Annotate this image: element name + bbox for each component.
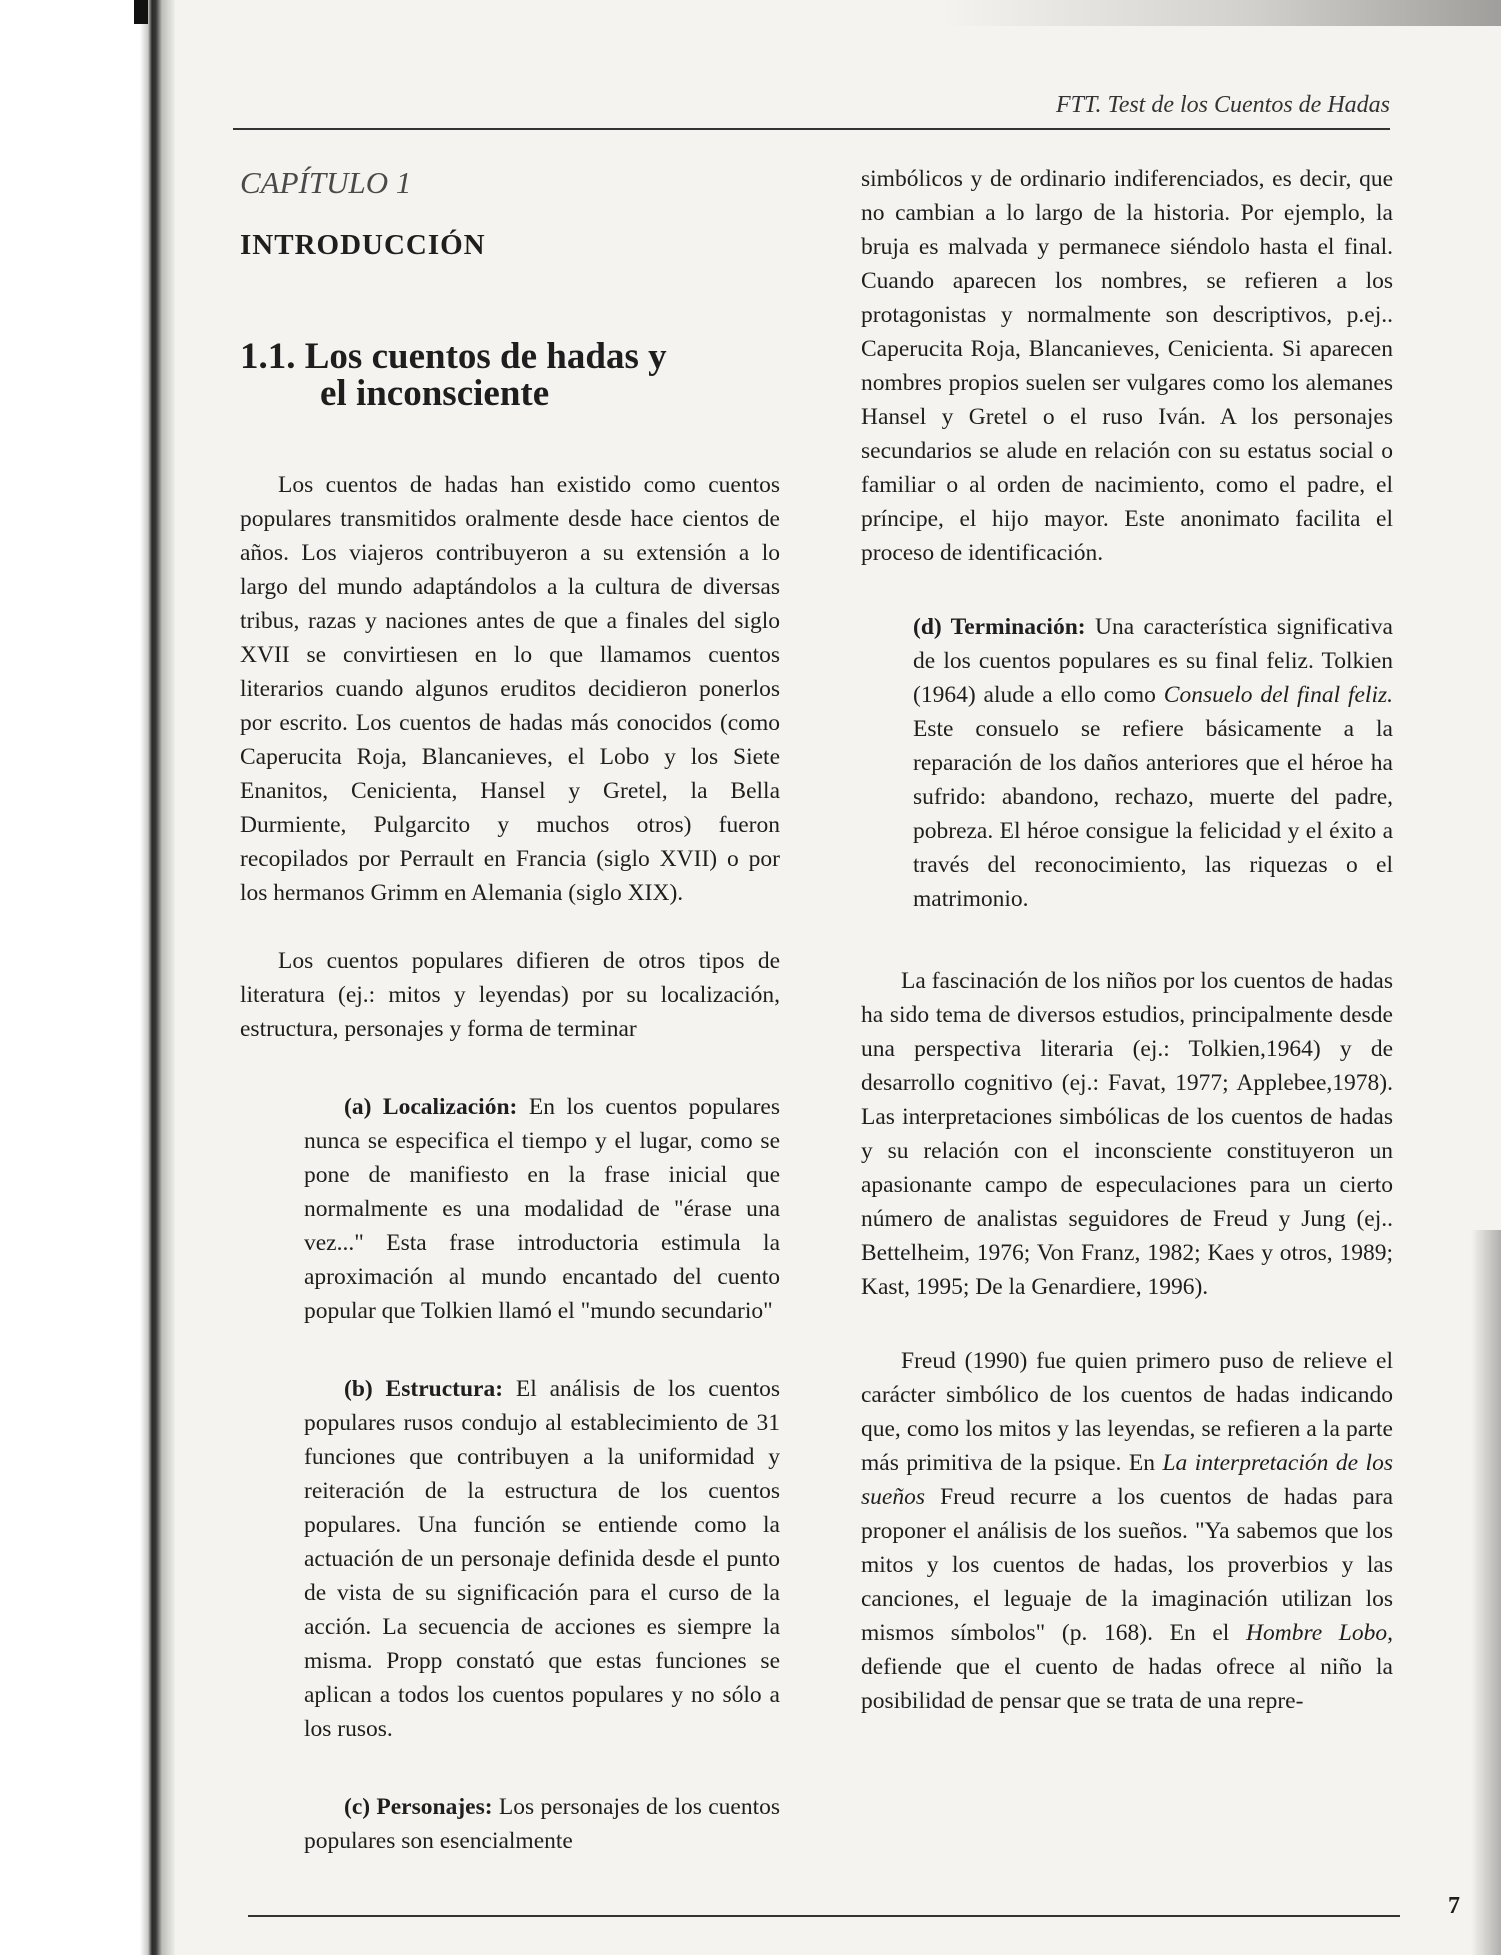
item-text: En los cuentos populares nunca se especifica el tiempo y el lugar, como se pone de manifiesto en la frase inicial que normalmente es una modalidad de "érase una vez..." Esta frase introductoria estimula la aproximación al mundo encantado del cuento popular que Tolkien llamó el "mundo secundario" xyxy=(304,1094,780,1324)
item-personajes xyxy=(304,1790,780,1858)
section-title-line-2: el inconsciente xyxy=(320,373,550,414)
section-title xyxy=(240,338,780,412)
binding-mark xyxy=(134,0,148,24)
item-text: El análisis de los cuentos populares rusos condujo al establecimiento de 31 funciones que contribuyen a la uniformidad y reiteración de la estructura de los cuentos populares. Una función se entiende como la actuación de un personaje definida desde el punto de vista de su significación para el curso de la acción. La secuencia de acciones es siempre la misma. Propp constató que estas funciones se aplican a todos los cuentos populares y no sólo a los rusos. xyxy=(304,1376,781,1742)
item-localizacion xyxy=(304,1090,780,1328)
paragraph-text: Freud recurre a los cuentos de hadas para proponer el análisis de los sueños. "Ya sabemos que los mitos y los cuentos de hadas, los proverbios y las canciones, el leguaje de la imaginación utilizan los mismos símbolos" (p. 168). En el xyxy=(861,1484,1394,1646)
paragraph-freud xyxy=(861,1344,1393,1718)
left-column xyxy=(240,162,780,1858)
scan-shadow-top xyxy=(941,0,1501,26)
header-rule xyxy=(233,128,1390,130)
paragraph-text: defiende que el cuento de hadas ofrece al niño la posibilidad de pensar que se trata de una repre- xyxy=(861,1654,1393,1714)
section-title-line-1: 1.1. Los cuentos de hadas y xyxy=(240,336,667,377)
item-label: (b) Estructura: xyxy=(344,1376,504,1402)
paragraph-personajes-cont: simbólicos y de ordinario indiferenciados, es decir, que no cambian a lo largo de la historia. Por ejemplo, la bruja es malvada y permanece siéndolo hasta el final. Cuando aparecen los nombres, se refieren a los protagonistas y normalmente son descriptivos, p.ej.. Caperucita Roja, Blancanieves, Cenicienta. Si aparecen nombres propios suelen ser vulgares como los alemanes Hansel y Gretel o el ruso Iván. A los personajes secundarios se alude en relación con su estatus social o familiar o al orden de nacimiento, como el padre, el príncipe, el hijo mayor. Este anonimato facilita el proceso de identificación. xyxy=(861,166,1393,566)
running-header: FTT. Test de los Cuentos de Hadas xyxy=(1055,92,1390,118)
item-text: Este consuelo se refiere básicamente a la reparación de los daños anteriores que el héroe ha sufrido: abandono, rechazo, muerte del padre, pobreza. El héroe consigue la felicidad y el éxito a través del reconocimiento, las riquezas o el matrimonio. xyxy=(913,716,1393,912)
scan-shadow-right xyxy=(1471,1230,1501,1955)
book-title-italic: Hombre Lobo, xyxy=(1246,1620,1393,1646)
book-binding-shadow xyxy=(0,0,175,1955)
chapter-label: CAPÍTULO 1 xyxy=(240,165,412,200)
book-title-italic: La interpretación de los sueños xyxy=(861,1450,1393,1510)
right-column xyxy=(861,162,1393,1718)
paragraph-fascinacion: La fascinación de los niños por los cuentos de hadas ha sido tema de diversos estudios, principalmente desde una perspectiva literaria (ej.: Tolkien,1964) y de desarrollo cognitivo (ej.: Favat, 1977; Applebee,1978). Las interpretaciones simbólicas de los cuentos de hadas y su relación con el inconsciente constituyeron un apasionante campo de especulaciones para un cierto número de analistas seguidores de Freud y Jung (ej.. Bettelheim, 1976; Von Franz, 1982; Kaes y otros, 1989; Kast, 1995; De la Genardiere, 1996). xyxy=(861,968,1393,1300)
item-label: (a) Localización: xyxy=(344,1094,518,1120)
item-text: Una característica significativa de los cuentos populares es su final feliz. Tolkien (1964) alude a ello como xyxy=(913,614,1393,708)
paragraph-text: Freud (1990) fue quien primero puso de relieve el carácter simbólico de los cuentos de hadas indicando que, como los mitos y las leyendas, se refieren a la parte más primitiva de la psique. En xyxy=(861,1348,1393,1476)
item-estructura xyxy=(304,1372,780,1746)
item-label: (d) Terminación: xyxy=(913,614,1086,640)
footer-rule xyxy=(248,1915,1400,1917)
paragraph-intro: Los cuentos de hadas han existido como cuentos populares transmitidos oralmente desde hace cientos de años. Los viajeros contribuyeron a su extensión a lo largo del mundo adaptándolos a la cultura de diversas tribus, razas y naciones antes de que a finales del siglo XVII se convirtiesen en lo que llamamos cuentos literarios cuando algunos eruditos decidieron ponerlos por escrito. Los cuentos de hadas más conocidos (como Caperucita Roja, Blancanieves, el Lobo y los Siete Enanitos, Cenicienta, Hansel y Gretel, la Bella Durmiente, Pulgarcito y muchos otros) fueron recopilados por Perrault en Francia (siglo XVII) o por los hermanos Grimm en Alemania (siglo XIX). xyxy=(240,472,780,906)
item-italic-text: Consuelo del final feliz. xyxy=(1163,682,1394,708)
chapter-title: INTRODUCCIÓN xyxy=(240,229,486,261)
item-text: Los personajes de los cuentos populares son esencialmente xyxy=(304,1794,780,1854)
item-terminacion xyxy=(913,610,1393,916)
page-number: 7 xyxy=(1448,1893,1460,1919)
item-label: (c) Personajes: xyxy=(344,1794,493,1820)
paragraph-differences: Los cuentos populares difieren de otros tipos de literatura (ej.: mitos y leyendas) por su localización, estructura, personajes y forma de terminar xyxy=(240,948,780,1042)
